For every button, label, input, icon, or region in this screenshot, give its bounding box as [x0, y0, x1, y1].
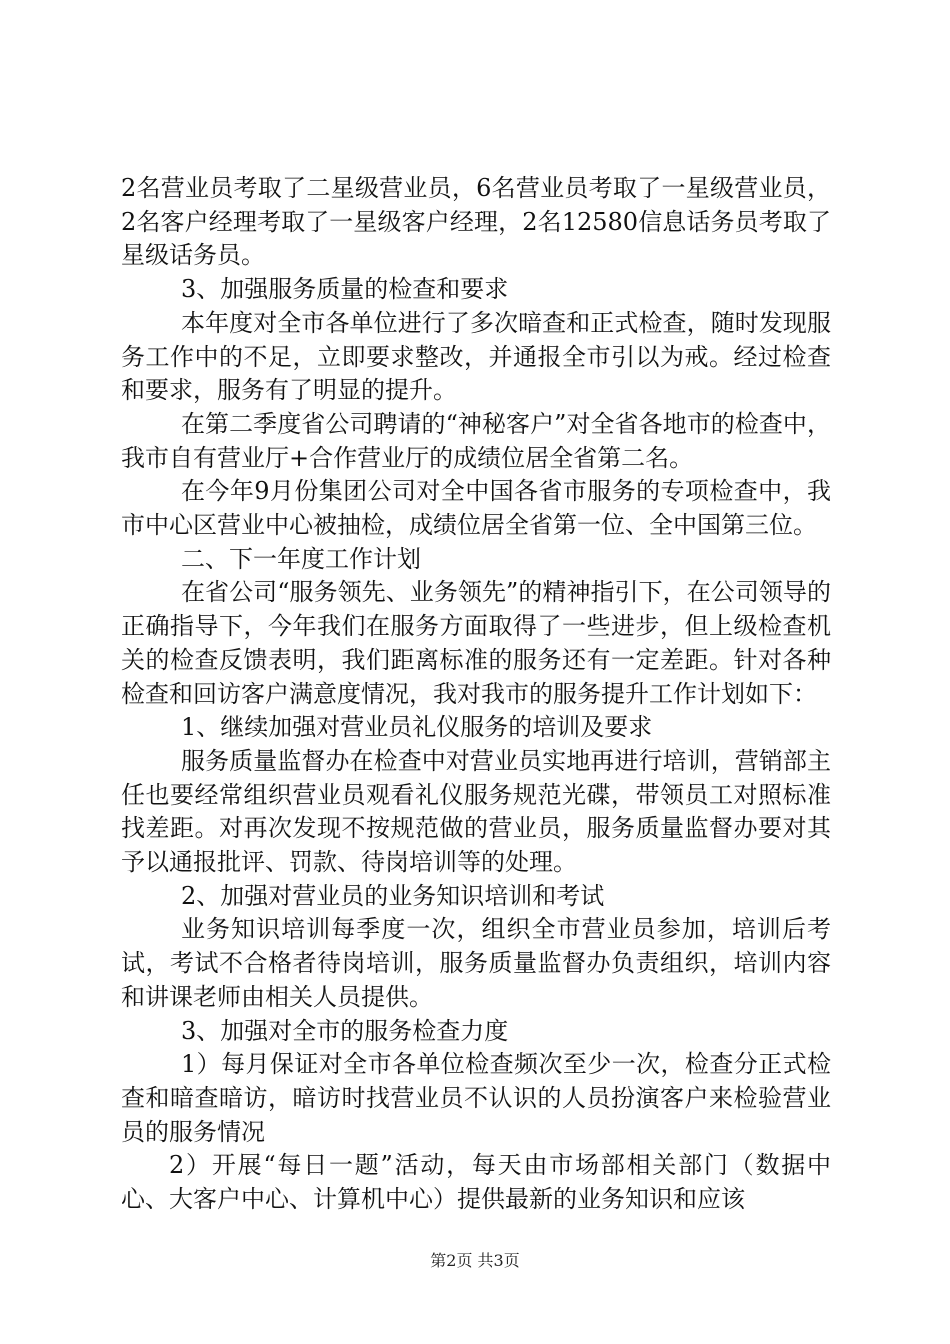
document-body [121, 172, 831, 1217]
section-heading-service-inspection: 3、加强服务质量的检查和要求 [181, 275, 509, 304]
paragraph-4: 在第二季度省公司聘请的“神秘客户”对全省各地市的检查中，我市自有营业厅+合作营业厅的成绩位居全省第二名。 [121, 409, 831, 472]
paragraph-1: 2名营业员考取了二星级营业员，6名营业员考取了一星级营业员，2名客户经理考取了一星级客户经理，2名12580信息话务员考取了星级话务员。 [121, 174, 831, 270]
paragraph-9: 服务质量监督办在检查中对营业员实地再进行培训，营销部主任也要经常组织营业员观看礼仪服务规范光碟，带领员工对照标准找差距。对再次发现不按规范做的营业员，服务质量监督办要对其予以通报批评、罚款、待岗培训等的处理。 [121, 746, 831, 877]
paragraph-7: 在省公司“服务领先、业务领先”的精神指引下，在公司领导的正确指导下，今年我们在服务方面取得了一些进步，但上级检查机关的检查反馈表明，我们距离标准的服务还有一定差距。针对各种检查和回访客户满意度情况，我对我市的服务提升工作计划如下： [121, 578, 831, 708]
section-heading-knowledge-training: 2、加强对营业员的业务知识培训和考试 [181, 881, 605, 910]
page-footer: 第2页 共3页 [430, 1251, 520, 1270]
section-heading-inspection-strength: 3、加强对全市的服务检查力度 [181, 1016, 509, 1045]
paragraph-5: 在今年9月份集团公司对全中国各省市服务的专项检查中，我市中心区营业中心被抽检，成绩位居全省第一位、全中国第三位。 [121, 477, 831, 540]
paragraph-13: 1）每月保证对全市各单位检查频次至少一次，检查分正式检查和暗查暗访，暗访时找营业员不认识的人员扮演客户来检验营业员的服务情况 [121, 1050, 831, 1146]
paragraph-11: 业务知识培训每季度一次，组织全市营业员参加，培训后考试，考试不合格者待岗培训，服务质量监督办负责组织，培训内容和讲课老师由相关人员提供。 [121, 915, 831, 1011]
paragraph-3: 本年度对全市各单位进行了多次暗查和正式检查，随时发现服务工作中的不足，立即要求整改，并通报全市引以为戒。经过检查和要求，服务有了明显的提升。 [121, 308, 831, 405]
section-heading-next-year-plan: 二、下一年度工作计划 [181, 544, 421, 573]
paragraph-14: 2）开展“每日一题”活动，每天由市场部相关部门（数据中心、大客户中心、计算机中心）提供最新的业务知识和应该 [121, 1151, 831, 1214]
section-heading-etiquette-training: 1、继续加强对营业员礼仪服务的培训及要求 [181, 713, 653, 742]
